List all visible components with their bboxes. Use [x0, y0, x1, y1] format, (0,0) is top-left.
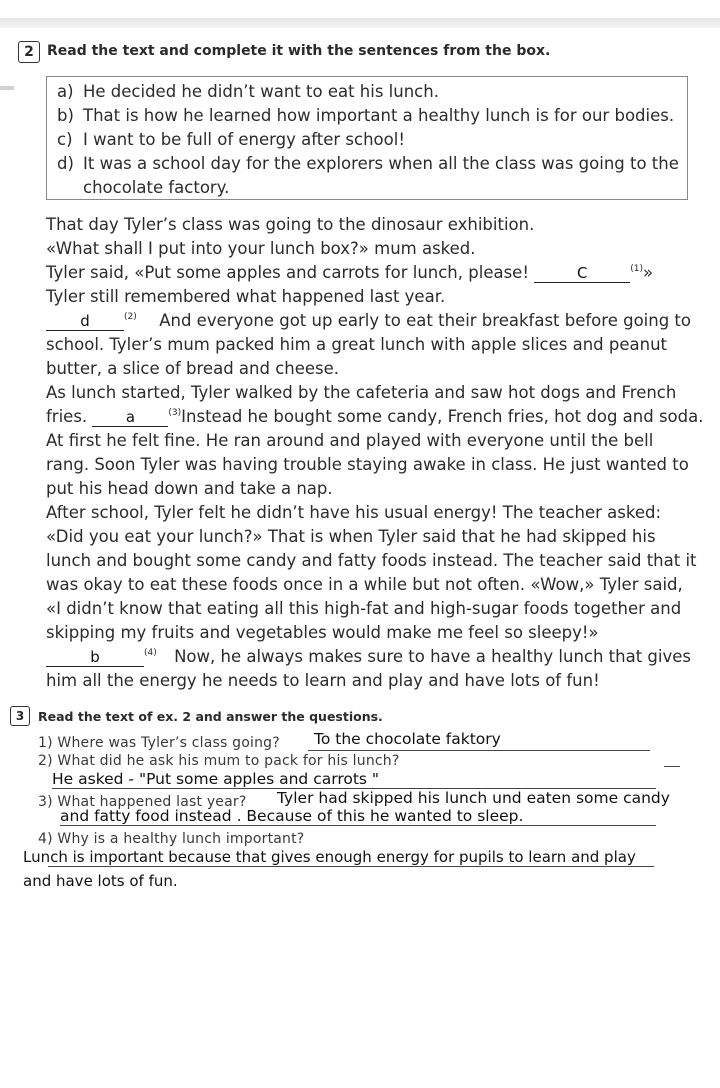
passage-line: school. Tyler’s mum packed him a great lunch with apple slices and peanut — [46, 335, 667, 354]
option-key: b) — [57, 106, 74, 125]
passage-line: skipping my fruits and vegetables would make me feel so sleepy!» — [46, 623, 599, 642]
answer-blank-3: a — [92, 409, 168, 427]
passage-line: At first he felt fine. He ran around and played with everyone until the bell — [46, 431, 654, 450]
top-edge-shadow — [0, 18, 720, 28]
passage-line-blank-1 — [46, 261, 691, 288]
passage-line: was okay to eat these foods once in a while but not often. «Wow,» Tyler said, — [46, 575, 683, 594]
answer-1: To the chocolate faktory — [314, 730, 501, 748]
option-c — [57, 129, 405, 151]
option-key: d) — [57, 154, 74, 173]
blank-number: (1) — [630, 264, 643, 274]
answer-blank-2: d — [46, 313, 124, 331]
passage-line: As lunch started, Tyler walked by the cafeteria and saw hot dogs and French — [46, 383, 677, 402]
blank-number: (2) — [124, 312, 137, 322]
option-key: a) — [57, 82, 74, 101]
answer-line — [48, 866, 654, 867]
option-key: c) — [57, 130, 73, 149]
answer-3-line-2: and fatty food instead . Because of this he wanted to sleep. — [60, 807, 524, 825]
blank-number: (3) — [168, 408, 182, 418]
passage-line: butter, a slice of bread and cheese. — [46, 359, 340, 378]
exercise-3-number: 3 — [10, 706, 30, 726]
passage-text: Now, he always makes sure to have a healthy lunch that gives — [174, 647, 691, 666]
answer-line — [664, 766, 680, 767]
blank-number: (4) — [144, 648, 157, 658]
exercise-2-instruction: Read the text and complete it with the sentences from the box. — [47, 43, 551, 59]
left-edge-mark — [0, 86, 14, 90]
option-d — [57, 153, 679, 175]
option-d-continued — [57, 177, 229, 199]
question-3: 3) What happened last year? — [38, 794, 247, 810]
passage-line-blank-4 — [46, 645, 691, 672]
option-text: chocolate factory. — [83, 178, 230, 197]
option-text: It was a school day for the explorers when all the class was going to the — [83, 154, 679, 173]
passage-line: put his head down and take a nap. — [46, 479, 333, 498]
option-a — [57, 81, 439, 103]
answer-line — [60, 825, 656, 826]
passage-line: That day Tyler’s class was going to the dinosaur exhibition. — [46, 215, 535, 234]
answer-4-line-2: and have lots of fun. — [23, 872, 178, 890]
passage-text: And everyone got up early to eat their breakfast before going to — [159, 311, 691, 330]
passage-text: » — [642, 263, 654, 282]
passage-line-blank-3 — [46, 405, 704, 432]
question-2: 2) What did he ask his mum to pack for his lunch? — [38, 753, 400, 769]
passage-line: After school, Tyler felt he didn’t have his usual energy! The teacher asked: — [46, 503, 662, 522]
option-text: That is how he learned how important a healthy lunch is for our bodies. — [83, 106, 675, 125]
question-1: 1) Where was Tyler’s class going? — [38, 735, 280, 751]
passage-line: rang. Soon Tyler was having trouble staying awake in class. He just wanted to — [46, 455, 689, 474]
passage-text: Instead he bought some candy, French fries, hot dog and soda. — [181, 407, 704, 426]
sentence-options-box — [46, 76, 688, 200]
passage-line: him all the energy he needs to learn and play and have lots of fun! — [46, 671, 600, 690]
passage-line: «Did you eat your lunch?» That is when Tyler said that he had skipped his — [46, 527, 656, 546]
exercise-3-instruction: Read the text of ex. 2 and answer the questions. — [38, 709, 383, 724]
passage-line: lunch and bought some candy and fatty foods instead. The teacher said that it — [46, 551, 697, 570]
option-b — [57, 105, 674, 127]
answer-3-line-1: Tyler had skipped his lunch und eaten some candy — [277, 789, 670, 807]
answer-blank-4: b — [46, 649, 144, 667]
exercise-2-number: 2 — [18, 41, 40, 63]
passage-line-blank-2 — [46, 309, 691, 336]
answer-line — [308, 750, 650, 751]
option-text: He decided he didn’t want to eat his lunch. — [83, 82, 439, 101]
question-4: 4) Why is a healthy lunch important? — [38, 831, 305, 847]
answer-2: He asked - "Put some apples and carrots " — [52, 770, 380, 788]
option-text: I want to be full of energy after school! — [83, 130, 405, 149]
answer-4-line-1: Lunch is important because that gives enough energy for pupils to learn and play — [23, 848, 636, 866]
passage-text: Tyler said, «Put some apples and carrots for lunch, please! — [46, 263, 529, 282]
passage-line: Tyler still remembered what happened last year. — [46, 287, 446, 306]
answer-blank-1: C — [534, 265, 630, 283]
passage-line: «I didn’t know that eating all this high-fat and high-sugar foods together and — [46, 599, 682, 618]
passage-text: fries. — [46, 407, 88, 426]
passage-line: «What shall I put into your lunch box?» mum asked. — [46, 239, 476, 258]
